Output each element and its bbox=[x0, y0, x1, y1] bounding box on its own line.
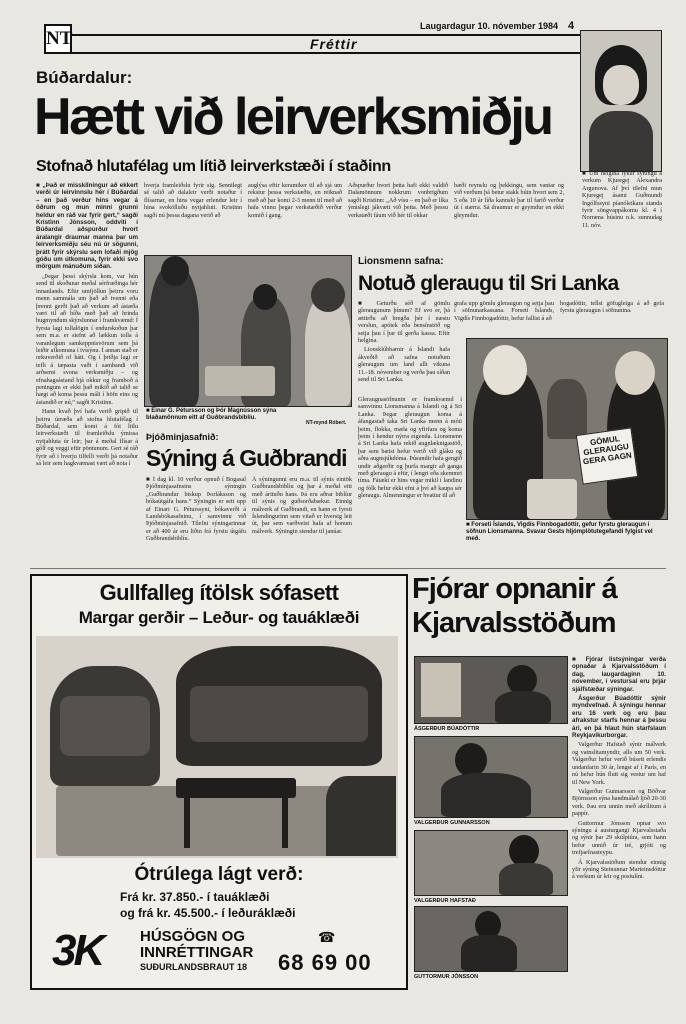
photo-gudbrandur bbox=[144, 255, 352, 407]
lead-body-3: hverja framleiðslu fyrir sig. Sennilegt sé talið að dalaleir verði notaður í flísarnar, en hins vegar erlendur leir í hina svokölluðu nytjahluti. Kristinn sagði nú þessa dagana verið að bbox=[144, 182, 242, 219]
lead-col-3 bbox=[248, 182, 342, 252]
ad-phone: 68 69 00 bbox=[278, 950, 372, 975]
lead-col-2 bbox=[144, 182, 242, 252]
kjarval-photo-1 bbox=[414, 656, 568, 724]
thjod-headline: Sýning á Guðbrandi bbox=[146, 445, 347, 471]
ad-price-2: og frá kr. 45.500.- í leðuráklæði bbox=[120, 906, 296, 920]
ad-price-heading: Ótrúlega lágt verð: bbox=[134, 864, 304, 885]
lions-kicker: Lionsmenn safna: bbox=[358, 256, 444, 267]
photo-gudbrandur-caption: ■ Einar G. Pétursson og Þór Magnússon sýna blaðamönnum eitt af Guðbrandsbiblíu. bbox=[146, 408, 277, 421]
lead-body-1: „Þegar þessi skýrsla kom, var hún send til skoðunar meðal sérfræðinga hér innanlands. Eftir umfjöllun þeirra voru menn sammála um það að tvennt eða þrennt gerði það að verkum að ástæða væri til að bíða með það að hrinda hugmyndum skýrslunnar í framkvæmd: Í fyrsta lagi tollalögin í endurskoðun þar sem m.a. er stefnt að lækkun tolla á varanlegum samkeppnisvörum sem þá leiðir afkomuna í tvísýnu. Í annan stað er orkuverðið of hátt. Og í þriðja lagi er tefli á tæpasta vaði í sambandi við arðsemi svona verksmiðju – og efnahagsástand hjá okkur og framboð á peningum er ekki það mikið að talið se hægt að koma þessu máli í höfn eins og ástandið er nú,“ sagði Kristinn. bbox=[36, 272, 138, 406]
thjod-kicker: Þjóðminjasafnið: bbox=[146, 432, 219, 442]
ad-price-1: Frá kr. 37.850.- í tauáklæði bbox=[120, 890, 270, 904]
lions-photo bbox=[466, 338, 668, 520]
lions-sign: GÖMUL GLERAUGU GERA GAGN bbox=[576, 427, 638, 484]
lions-col-4: hogadóttir, tellst göfugleiga á að gefa fyrstu gleraugun í söfnunina. bbox=[560, 300, 664, 315]
lead-body-2: Hann kvað því hafa verið gripið til þeirra úrræða að stofna hlutafélag í Búðardal, sem komi á fót litlu leirverkstæði til framleiðslu ýmissa nytjahluta úr leir; þar á meðal flísar á gólf og veggi eftir pöntunum. Gert sé ráð fyrir að í hverju tilfelli verði þá notaður sá leir sem hagkvæmast væri að nota í bbox=[36, 408, 138, 468]
kjarval-headline-2: Kjarvalsstöðum bbox=[412, 607, 616, 639]
kjarval-headline-1: Fjórar opnanir á bbox=[412, 573, 617, 605]
ad-address: SUÐURLANDSBRAUT 18 bbox=[140, 962, 248, 972]
ad-subtitle: Margar gerðir – Leður- og tauáklæði bbox=[78, 608, 360, 627]
masthead-date: Laugardagur 10. nóvember 1984 bbox=[420, 21, 559, 31]
kjarval-text: ■ Fjórar listsýningar verða opnaðar á Kjarvalsstöðum í dag, laugardaginn 10. nóvember, í vestursal eru þrjár sjálfstæðar sýningar. Ásgerður Búadóttir sýnir myndvefnað. Á sýningu hennar eru 16 verk og eru þau afrakstur starfs hennar á þessu ári, en þá hlaut hún starfslaun Reykjavíkurborgar. Valgerður Hafstað sýnir málverk og vatnslitamyndir, alls um 50 verk. Valgerður hefur verið búsett erlendis undanfarin 30 ár, lengst af í París, en nú hefur hún flutt sig vestur um haf til New York. Valgerður Gunnarsson og Böðvar Björnsson sýna handmálað ljóð 20-30 verk. Þau eru unnin með akrílitum á pappír. Guttormur Jónsson opnar svo sýningu á austurgangi Kjarvalsstaða og sýnir þar 29 skúlptúra, sem hann hefur unnið úr tré, grjóti og trefjaefnasteypu. Á Kjarvalsstöðum stendur einnig yfir sýning Steinunnar Marteinsdóttur á verkum úr leir og postulíni. bbox=[572, 656, 666, 881]
divider-mid bbox=[30, 568, 666, 569]
lions-headline: Notuð gleraugu til Sri Lanka bbox=[358, 272, 619, 295]
kjarval-photo-2 bbox=[414, 736, 568, 818]
lead-col-4 bbox=[348, 182, 448, 252]
portrait-caption: ■ Um helgina lýkur sýningu á verkum Kjuregej Alexandra Argunova. Af því tilefni mun Kjuregej ásamt Guðmundi Ingólfssyni píanóleikara standa fyrir söngvappákomu kl. 4 í Norræna húsinu n.k. sunnudag 11. nóv. bbox=[582, 170, 662, 229]
photo-gudbrandur-credit: NT-mynd Róbert. bbox=[306, 420, 347, 426]
kjarval-label-4: GUTTORMUR JÓNSSON bbox=[414, 974, 479, 980]
kjarval-photo-3 bbox=[414, 830, 568, 896]
lions-col-1: ■ Geturðu séð af gömlu gleraugunum þínum? Ef svo er, þá ættirðu að bregða þér í næstu verslun, apótek eða bensínstöð og setja þau í þar til gerða kassa. Eftir helgina. Lionsklúbbarnir á Íslandi hafa ákveðið að safna notuðum gleraugum um land allt vikuna 11.-18. nóvember og verða þau síðan send til Sri Lanka. bbox=[358, 300, 450, 384]
kjarval-photo-4 bbox=[414, 906, 568, 972]
kjarval-label-1: ÁSGERÐUR BÚADÓTTIR bbox=[414, 726, 480, 732]
lead-headline: Hætt við leirverksmiðju bbox=[34, 88, 552, 146]
kjarval-label-2: VALGERÐUR GUNNARSSON bbox=[414, 820, 490, 826]
ad-company-2: INNRÉTTINGAR bbox=[140, 944, 254, 961]
ad-logo: 3K bbox=[52, 926, 103, 975]
page-number: 4 bbox=[568, 20, 575, 32]
lions-col-2: Gleraugnasöfnunin er framkvæmd í samvinnu Lionsmanna á Íslandi og á Sri Lanka. Þegar gleraugun koma á áfangastað taka Sri Lanka menn á móti þeim, flokka, mæla og yfirfara og koma þeim í hendur nýrra eigenda. Lionsmenn á Sri Lanka hafa rekið augnlæknigastöð, þar sem bæist hefur verið við gláku og aðra augnsjúkdóma. Þúsundir hafa gengið undir aðgerðir og þurfa margir að ganga með gleraugu á eftir, í lengri eða skemmri tíma. Fátækt er hins vegar mikil í landinu og fólk hefur ekki efni á því að kaupa sér gleraugu. Almenningur er hvattur til að bbox=[358, 396, 462, 500]
ad-sofa-photo bbox=[36, 636, 398, 858]
ad-title: Gullfalleg ítölsk sófasett bbox=[99, 580, 339, 605]
kjarval-label-3: VALGERÐUR HAFSTAÐ bbox=[414, 898, 476, 904]
masthead-rule-bottom bbox=[72, 52, 582, 54]
lions-photo-caption: ■ Forseti Íslands, Vigdís Finnbogadóttir, gefur fyrstu gleraugun í söfnun Lionsmanna. Svavar Gests hljómplötutegefandi fylgist vel með. bbox=[466, 522, 653, 542]
portrait-photo bbox=[580, 30, 662, 172]
lead-kicker: Búðardalur: bbox=[36, 68, 133, 87]
lead-subheadline: Stofnað hlutafélag um lítið leirverkstæði í staðinn bbox=[36, 158, 391, 175]
lead-intro: ■ „Það er misskilningur að ekkert verði úr leirvinnslu hér í Búðardal – en það verður hins vegar á öðrum og mun minni grunni heldur en ráð var fyrir gert,“ sagði Kristinn Jónsson, oddviti í Búðardal aðspurður hvort áralangir draumar manna þar um leirverksmiðju séu nú úr sögunni, þrátt fyrir skýrslu sem lofaði mjög góðu um útkomuna, fyrir ekki svo mörgum mánuðum síðan. bbox=[36, 182, 138, 271]
phone-icon: ☎ bbox=[318, 931, 336, 946]
lions-col-3: grafa upp gömlu gleraugun og setja þau í söfnunarkassana. Forseti Íslands, Vigdís Finnbogadóttir, hefur fallist á að bbox=[454, 300, 554, 322]
lead-col-5 bbox=[454, 182, 564, 252]
thjod-col-1: ■ Í dag kl. 10 verður opnuð í Bogasal Þjóðminjasafnsins sýningin „Guðbrandur biskup Þorláksson og bókaútgáfa hans.“ Sýningin er sett upp af Einari G. Péturssyni, bókaverði á Landsbókasafninu, í samvinnu við Þjóðminjasafnið. Tilefni sýningarinnar er að 400 ár eru liðin frá fyrstu útgáfu Guðbrandsbiblíu. bbox=[146, 476, 246, 543]
ad-company-1: HÚSGÖGN OG bbox=[140, 928, 246, 945]
lead-body-5: Aðspurður hvort þetta hafi ekki valdið Dalamönnum nokkrum vonbrigðum sagði Kristinn: „Að vísu – en það er líka ýmislegt jákvætt við þetta. Með þessu verkstæði fáum við hér til okkar bbox=[348, 182, 448, 219]
thjod-col-2: Á sýningunni eru m.a. til sýnis eintök Guðbrandsbiblíu og þar á meðal eitt með árituðu hans. Þá eru aðrar biblíur til sýnis og guðsorðabækur. Einnig málverk af Guðbrandi, en hann er fyrsti Íslendingurinn sem vitað er hversig leit út, þar sem varðveist hafa af honum málverk. Sýningin stendur til janúar. bbox=[252, 476, 352, 535]
section-title: Fréttir bbox=[310, 36, 358, 52]
masthead-logo bbox=[44, 24, 72, 54]
lead-body-6: bæði reynslu og þekkingu, sem vantar og við verðum þá betur stakk búin hvort sem 2, 5 eða 10 ár líða kannski þar til farið verður út í stærra. Sá draumur er geymdur en ekki gleymdur. bbox=[454, 182, 564, 219]
logo-text: NT bbox=[46, 28, 73, 49]
lead-body-4: auglýsa eftir keramiker til að sjá um rekstur þessa verkstæðis, en reiknað með að þar komi 2-3 menn til með að hafa vinnu þegar verkstæðið verður komið í gang. bbox=[248, 182, 342, 219]
lead-col-1 bbox=[36, 182, 138, 567]
